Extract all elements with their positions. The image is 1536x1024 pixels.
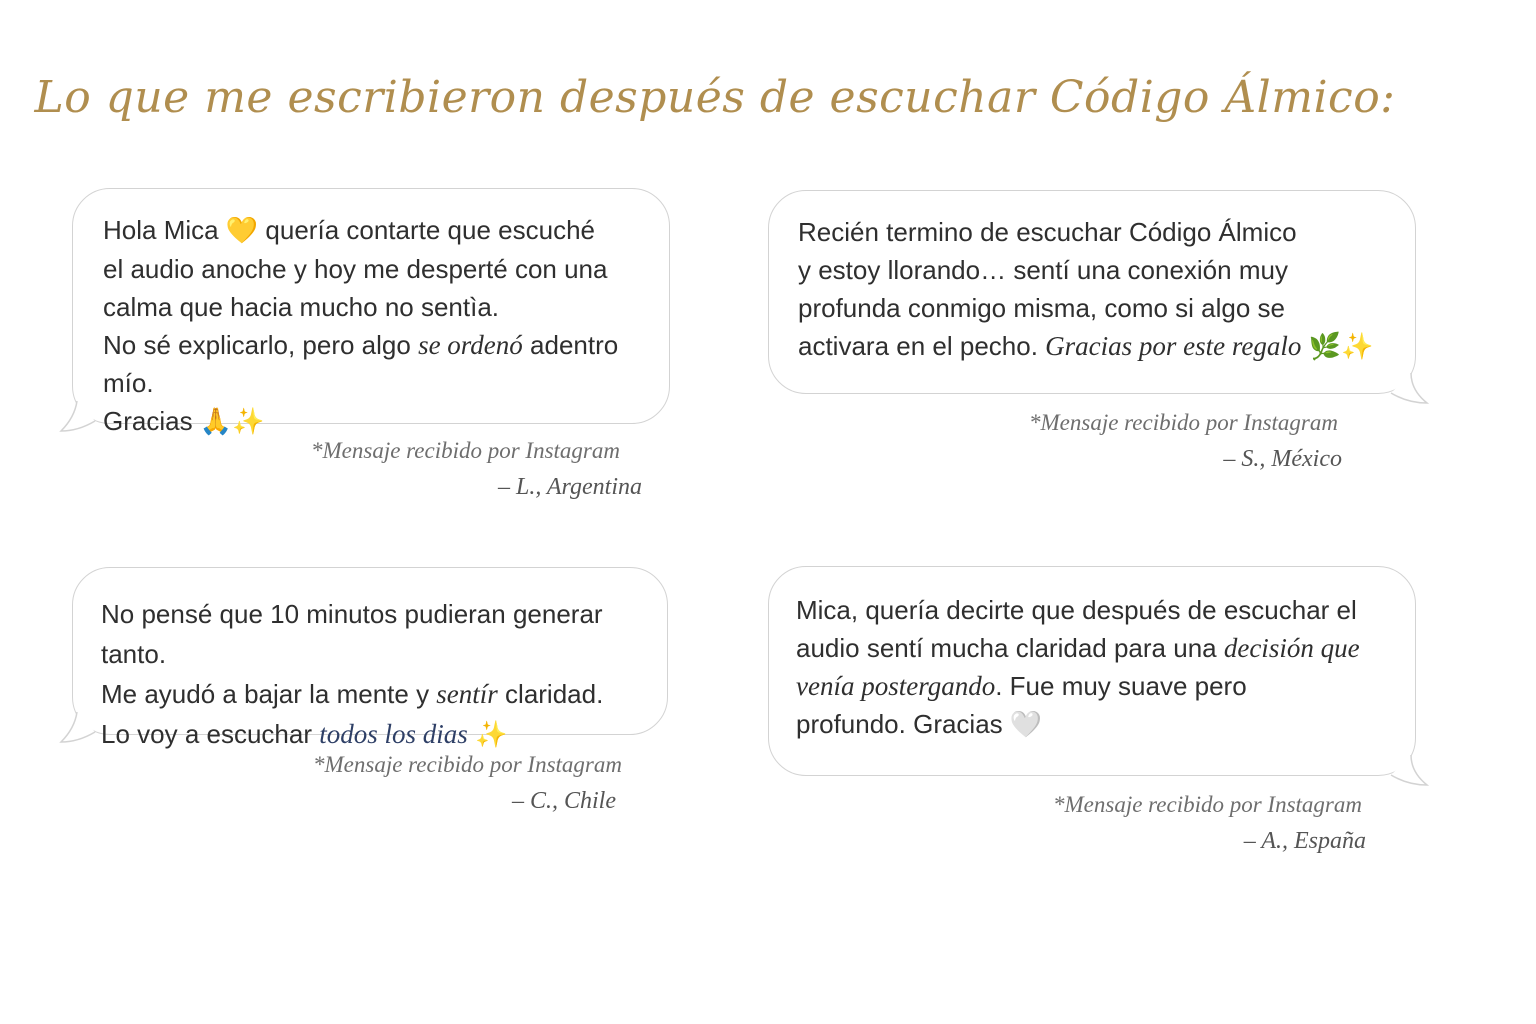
message-source: *Mensaje recibido por Instagram — [311, 438, 620, 463]
text-line: venía postergando. Fue muy suave pero — [796, 671, 1247, 701]
bubble-tail-icon — [1383, 373, 1427, 405]
testimonial-bubble-1 — [72, 188, 670, 437]
text-line: activara en el pecho. Gracias por este regalo 🌿✨ — [798, 331, 1374, 362]
testimonial-text — [796, 591, 1406, 744]
testimonial-bubble-3 — [72, 567, 668, 750]
testimonial-meta-2 — [940, 408, 1342, 476]
text-line: Mica, quería decirte que después de escuchar el — [796, 595, 1357, 625]
text-line: calma que hacia mucho no sentìa. — [103, 292, 500, 322]
text-line: Lo voy a escuchar todos los dias ✨ — [101, 719, 508, 750]
testimonial-meta-4 — [964, 790, 1366, 858]
testimonial-bubble-2 — [768, 190, 1416, 394]
text-line: audio sentí mucha claridad para una decisión que — [796, 633, 1360, 663]
herb-sparkles-icon: 🌿✨ — [1308, 332, 1374, 362]
message-source: *Mensaje recibido por Instagram — [1029, 410, 1338, 435]
message-author: – C., Chile — [511, 788, 616, 814]
page-title: Lo que me escribieron después de escuchar Código Álmico: — [34, 72, 1396, 123]
testimonial-text — [103, 211, 653, 441]
testimonial-meta-1 — [240, 436, 642, 504]
white-heart-icon: 🤍 — [1009, 710, 1043, 740]
testimonial-text — [798, 213, 1398, 366]
sparkles-icon: ✨ — [475, 720, 508, 750]
text-line: y estoy llorando… sentí una conexión muy — [798, 255, 1288, 285]
testimonial-meta-3 — [220, 750, 622, 818]
testimonial-text — [101, 594, 661, 755]
message-source: *Mensaje recibido por Instagram — [313, 752, 622, 777]
text-line: No pensé que 10 minutos pudieran generar tanto. — [101, 599, 603, 669]
text-line: el audio anoche y hoy me desperté con una — [103, 254, 608, 284]
yellow-heart-icon: 💛 — [225, 216, 259, 246]
message-author: – S., México — [1223, 446, 1342, 472]
text-line: Gracias 🙏✨ — [103, 406, 265, 437]
bubble-tail-icon — [61, 712, 105, 744]
text-line: Recién termino de escuchar Código Álmico — [798, 217, 1297, 247]
text-line: Me ayudó a bajar la mente y sentír claridad. — [101, 679, 604, 709]
text-line: profunda conmigo misma, como si algo se — [798, 293, 1286, 323]
praying-hands-sparkles-icon: 🙏✨ — [199, 407, 265, 437]
text-line: No sé explicarlo, pero algo se ordenó adentro mío. — [103, 330, 619, 398]
bubble-tail-icon — [1383, 755, 1427, 787]
testimonial-bubble-4 — [768, 566, 1416, 776]
bubble-tail-icon — [61, 401, 105, 433]
message-author: – L., Argentina — [497, 474, 642, 500]
message-source: *Mensaje recibido por Instagram — [1053, 792, 1362, 817]
message-author: – A., España — [1243, 828, 1366, 854]
text-line: profundo. Gracias 🤍 — [796, 709, 1043, 740]
text-line: Hola Mica 💛 quería contarte que escuché — [103, 215, 595, 246]
